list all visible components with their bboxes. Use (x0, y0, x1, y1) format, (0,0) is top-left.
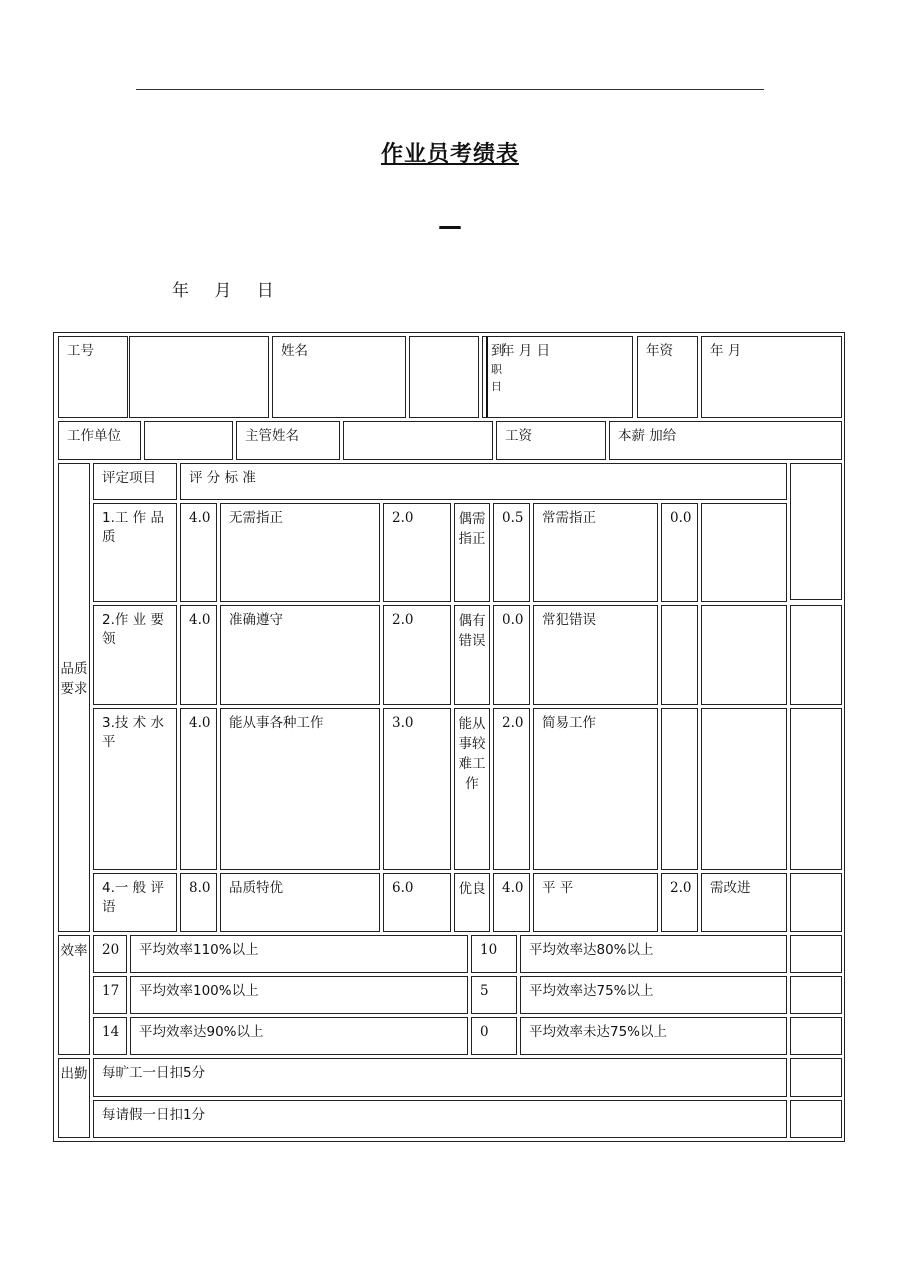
dept-field[interactable] (144, 421, 233, 460)
hire-date-cell (482, 336, 633, 418)
quality-row-1-desc-3: 常需指正 (533, 503, 658, 602)
form-date: 年 月 日 (172, 281, 274, 301)
quality-row-1-desc-4 (701, 503, 787, 602)
form-title: 作业员考绩表 (380, 142, 519, 167)
quality-row-2-item: 2.作 业 要 领 (93, 605, 177, 705)
supervisor-label: 主管姓名 (236, 421, 340, 460)
quality-row-4-desc-4: 需改进 (701, 873, 787, 932)
efficiency-row-2-desc-1: 平均效率100%以上 (130, 976, 468, 1014)
efficiency-section-label: 效率 (58, 935, 90, 1055)
efficiency-row-2-result[interactable] (790, 976, 842, 1014)
efficiency-row-3-result[interactable] (790, 1017, 842, 1055)
efficiency-row-1-desc-1: 平均效率110%以上 (130, 935, 468, 973)
hire-date-label-c: 日 (491, 380, 502, 393)
quality-row-2-result[interactable] (790, 605, 842, 705)
efficiency-row-1-score-2: 10 (471, 935, 517, 973)
quality-row-4-item: 4.一 般 评 语 (93, 873, 177, 932)
quality-row-2-score-3: 0.0 (493, 605, 530, 705)
name-label: 姓名 (272, 336, 406, 418)
emp-no-label: 工号 (58, 336, 128, 418)
quality-row-1-score-1: 4.0 (180, 503, 217, 602)
efficiency-row-2-score-2: 5 (471, 976, 517, 1014)
quality-row-3-desc-3: 简易工作 (533, 708, 658, 870)
quality-row-4-desc-2: 优良 (454, 873, 490, 932)
attendance-section-label: 出勤 (58, 1058, 90, 1138)
attendance-row-1: 每旷工一日扣5分 (93, 1058, 787, 1097)
quality-row-1-desc-1: 无需指正 (220, 503, 380, 602)
hire-date-divider (486, 337, 488, 417)
seniority-label: 年资 (637, 336, 698, 418)
quality-row-1-item: 1.工 作 品 质 (93, 503, 177, 602)
col-item-header: 评定项目 (93, 463, 177, 500)
supervisor-field[interactable] (343, 421, 493, 460)
name-field[interactable] (409, 336, 479, 418)
quality-row-3-score-2: 3.0 (383, 708, 451, 870)
quality-row-1-score-4: 0.0 (661, 503, 698, 602)
quality-row-3-score-4 (661, 708, 698, 870)
quality-row-3-score-3: 2.0 (493, 708, 530, 870)
efficiency-row-2-score-1: 17 (93, 976, 127, 1014)
quality-row-1-score-3: 0.5 (493, 503, 530, 602)
quality-row-3-result[interactable] (790, 708, 842, 870)
efficiency-row-2-desc-2: 平均效率达75%以上 (520, 976, 787, 1014)
quality-row-3-desc-2: 能从事较难工作 (454, 708, 490, 870)
salary-value: 本薪 加给 (609, 421, 842, 460)
col-standard-header: 评 分 标 准 (180, 463, 787, 500)
quality-row-4-score-2: 6.0 (383, 873, 451, 932)
hire-date-label-b: 职 (491, 363, 502, 376)
quality-row-2-score-2: 2.0 (383, 605, 451, 705)
efficiency-row-1-result[interactable] (790, 935, 842, 973)
quality-row-4-score-3: 4.0 (493, 873, 530, 932)
efficiency-row-1-desc-2: 平均效率达80%以上 (520, 935, 787, 973)
quality-row-2-score-1: 4.0 (180, 605, 217, 705)
title-dash: — (438, 212, 462, 240)
efficiency-row-3-desc-2: 平均效率未达75%以上 (520, 1017, 787, 1055)
quality-row-4-score-1: 8.0 (180, 873, 217, 932)
quality-row-3-desc-4 (701, 708, 787, 870)
salary-label: 工资 (496, 421, 606, 460)
quality-row-4-result[interactable] (790, 873, 842, 932)
quality-row-2-desc-1: 准确遵守 (220, 605, 380, 705)
quality-row-2-score-4 (661, 605, 698, 705)
top-rule (136, 89, 764, 90)
hire-date-value: 年 月 日 (501, 343, 551, 359)
dept-label: 工作单位 (58, 421, 141, 460)
seniority-value: 年 月 (701, 336, 842, 418)
quality-row-1-score-2: 2.0 (383, 503, 451, 602)
quality-row-2-desc-2: 偶有错误 (454, 605, 490, 705)
quality-row-2-desc-4 (701, 605, 787, 705)
quality-row-4-desc-1: 品质特优 (220, 873, 380, 932)
quality-score-cell-header[interactable] (790, 463, 842, 600)
quality-row-3-score-1: 4.0 (180, 708, 217, 870)
emp-no-field[interactable] (129, 336, 269, 418)
efficiency-row-3-score-1: 14 (93, 1017, 127, 1055)
quality-row-3-item: 3.技 术 水 平 (93, 708, 177, 870)
quality-row-3-desc-1: 能从事各种工作 (220, 708, 380, 870)
quality-row-1-desc-2: 偶需指正 (454, 503, 490, 602)
efficiency-row-3-score-2: 0 (471, 1017, 517, 1055)
quality-row-4-score-4: 2.0 (661, 873, 698, 932)
attendance-row-2-result[interactable] (790, 1100, 842, 1138)
quality-row-4-desc-3: 平 平 (533, 873, 658, 932)
quality-section-label: 品质要求 (58, 463, 90, 932)
attendance-row-1-result[interactable] (790, 1058, 842, 1097)
attendance-row-2: 每请假一日扣1分 (93, 1100, 787, 1138)
efficiency-row-3-desc-1: 平均效率达90%以上 (130, 1017, 468, 1055)
hire-date-label-a: 到 (491, 343, 505, 359)
efficiency-row-1-score-1: 20 (93, 935, 127, 973)
quality-row-2-desc-3: 常犯错误 (533, 605, 658, 705)
